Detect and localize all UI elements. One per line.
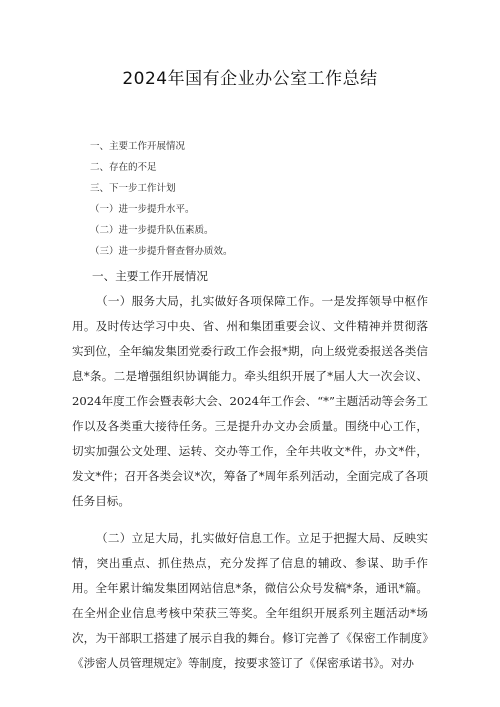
body-paragraph: （二）立足大局，扎实做好信息工作。立足于把握大局、反映实情，突出重点、抓住热点，充分发挥了信息的辅政、参谋、助手作用。全年累计编发集团网站信息*条，微信公众号发稿*条，通讯*篇。在全州企业信息考核中荣获三等奖。全年组织开展系列主题活动*场次，为干部职工搭建了展示自我的舞台。修订完善了《保密工作制度》《涉密人员管理规定》等制度，按要求签订了《保密承诺书》。对办 (72, 531, 428, 670)
section-heading: 一、主要工作开展情况 (92, 269, 208, 283)
toc-item: 二、存在的不足 (90, 162, 157, 173)
body-paragraph: （一）服务大局，扎实做好各项保障工作。一是发挥领导中枢作用。及时传达学习中央、省、州和集团重要会议、文件精神并贯彻落实到位，全年编发集团党委行政工作会报*期，向上级党委报送各类信息*条。二是增强组织协调能力。牵头组织开展了*届人大一次会议、2024年度工作会暨表彰大会、2024年工作会、“*”主题活动等会务工作以及各类重大接待任务。三是提升办文办会质量。围绕中心工作，切实加强公文处理、运转、交办等工作，全年共收文*件，办文*件，发文*件；召开各类会议*次，筹备了*周年系列活动，全面完成了各项任务目标。 (72, 294, 428, 508)
document-title: 2024年国有企业办公室工作总结 (122, 69, 378, 89)
table-of-contents (90, 136, 233, 262)
document-body (72, 264, 428, 676)
toc-item: 三、下一步工作计划 (90, 183, 176, 194)
toc-subitem: （一）进一步提升水平。 (90, 204, 195, 215)
toc-subitem: （三）进一步提升督查督办质效。 (90, 246, 233, 257)
toc-item: 一、主要工作开展情况 (90, 141, 186, 152)
toc-subitem: （二）进一步提升队伍素质。 (90, 225, 214, 236)
